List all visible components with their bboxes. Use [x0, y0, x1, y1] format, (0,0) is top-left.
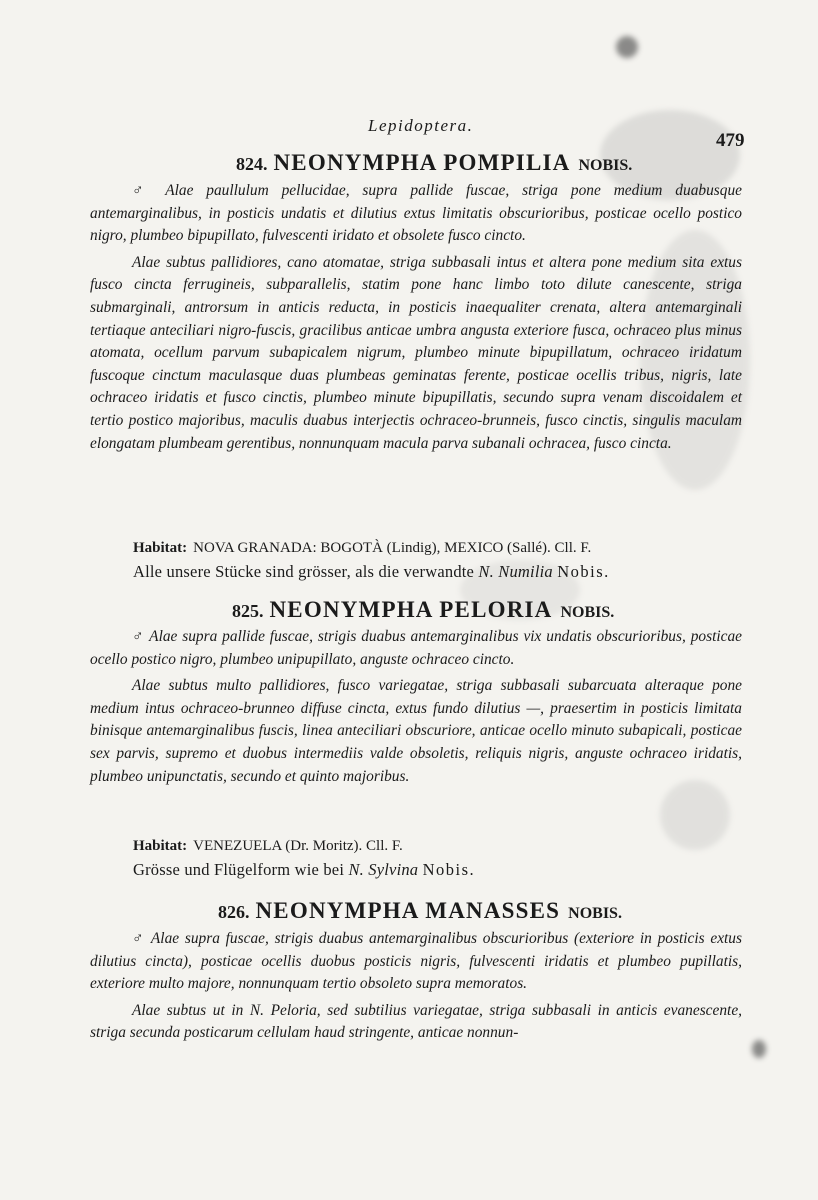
species-number: 824. — [236, 154, 268, 174]
habitat-label: Habitat: — [133, 838, 188, 854]
species-number: 825. — [232, 601, 264, 621]
page-number: 479 — [716, 130, 745, 151]
habitat-line — [133, 838, 403, 855]
note-author: Nobis. — [422, 860, 476, 879]
note-author: Nobis. — [557, 562, 610, 581]
note-species: N. Sylvina — [348, 860, 419, 879]
description-paragraph: Alae subtus ut in N. Peloria, sed subtilius variegatae, striga subbasali in anticis evanescente, striga secunda posticarum cellulam haud stringente, anticae nonnun- — [90, 1001, 742, 1042]
species-name: NEONYMPHA PELORIA — [269, 597, 553, 622]
description-paragraph: Alae subtus multo pallidiores, fusco variegatae, striga subbasali subarcuata alteraque pone medium intus ochraceo-brunneo diffuse cincta, extus fundo dilutius —, praesertim in posticis limitata binisque antemarginalibus fuscis, linea anteciliari obscuriore, anticae ocello minuto subapicali, posticae sex parvis, supremo et duobus intermediis valde obsoletis, reliquis nigris, anguste ochraceo iridatis, plumbeo unipunctatis, secundo et quinto majoribus. — [90, 677, 742, 785]
species-author: NOBIS. — [578, 157, 633, 174]
description-paragraph: ♂ Alae supra pallide fuscae, strigis duabus antemarginalibus vix undatis obscurioribus, posticae ocello postico nigro, plumbeo unipupillato, anguste ochraceo cincto. — [90, 628, 742, 668]
species-author: NOBIS. — [568, 905, 622, 922]
species-heading-825 — [232, 597, 614, 623]
species-name: NEONYMPHA POMPILIA — [273, 150, 571, 175]
scan-spot — [660, 780, 730, 850]
habitat-line — [133, 540, 591, 557]
species-heading-826 — [218, 898, 622, 924]
species-heading-824 — [236, 150, 632, 176]
description-paragraph: Alae subtus pallidiores, cano atomatae, striga subbasali intus et altera pone medium sita extus fusco cincta ferrugineis, subparallelis, statim pone hanc limbo toto dilute canescente, striga submarginali, antrorsum in anticis reducta, in posticis inaequaliter crenata, altera antemarginali tertiaque anteciliari nigro-fuscis, gracilibus anticae umbra angusta exteriore fusca, ochraceo plus minus atomata, ocellum parvum subapicalem nigrum, plumbeo minute bipupillatum, ochraceo iridatum fuscoque cinctum maculasque duas plumbeas geminatas ferente, posticae ocellis tribus, nigris, late ochraceo iridatis et fusco cinctis, plumbeo minute bipupillatis, secundo supra venam discoidalem et tertio postico majoribus, maculis duabus interjectis ochraceo-brunneis, fusco cinctis, singulis maculam elongatam plumbeam gerentibus, nonnunquam macula parva subanali ochracea, fusco cincta. — [90, 253, 742, 452]
description-paragraph: ♂ Alae paullulum pellucidae, supra pallide fuscae, striga pone medium duabusque antemarginalibus, in posticis undatis et dilutius extus limitatis obscurioribus, posticae ocello postico nigro, plumbeo bipupillato, fulvescenti iridato et obsolete fusco cincto. — [90, 182, 742, 245]
description-paragraph: ♂ Alae supra fuscae, strigis duabus antemarginalibus obscurioribus (exteriore in posticis extus dilutius cincta), posticae ocellis duobus posticis nigris, fulvescenti iridatis et plumbeo pupillatis, exteriore multo majore, nonnunquam tertio obsoleto supra memoratos. — [90, 930, 742, 993]
note-text: Alle unsere Stücke sind grösser, als die verwandte — [133, 562, 475, 581]
note-species: N. Numilia — [478, 562, 553, 581]
comparison-note — [133, 860, 475, 880]
species-name: NEONYMPHA MANASSES — [255, 898, 561, 923]
comparison-note — [133, 562, 610, 582]
habitat-label: Habitat: — [133, 540, 188, 556]
habitat-text: VENEZUELA (Dr. Moritz). Cll. F. — [193, 838, 403, 854]
species-826-description — [90, 928, 742, 1045]
species-824-description — [90, 180, 742, 455]
scan-spot — [616, 36, 638, 58]
species-number: 826. — [218, 902, 250, 922]
note-text: Grösse und Flügelform wie bei — [133, 860, 345, 879]
habitat-text: NOVA GRANADA: BOGOTÀ (Lindig), MEXICO (Sallé). Cll. F. — [193, 540, 592, 556]
species-author: NOBIS. — [560, 604, 615, 621]
running-header: Lepidoptera. — [368, 116, 474, 135]
scan-spot — [752, 1040, 766, 1058]
species-825-description — [90, 626, 742, 788]
